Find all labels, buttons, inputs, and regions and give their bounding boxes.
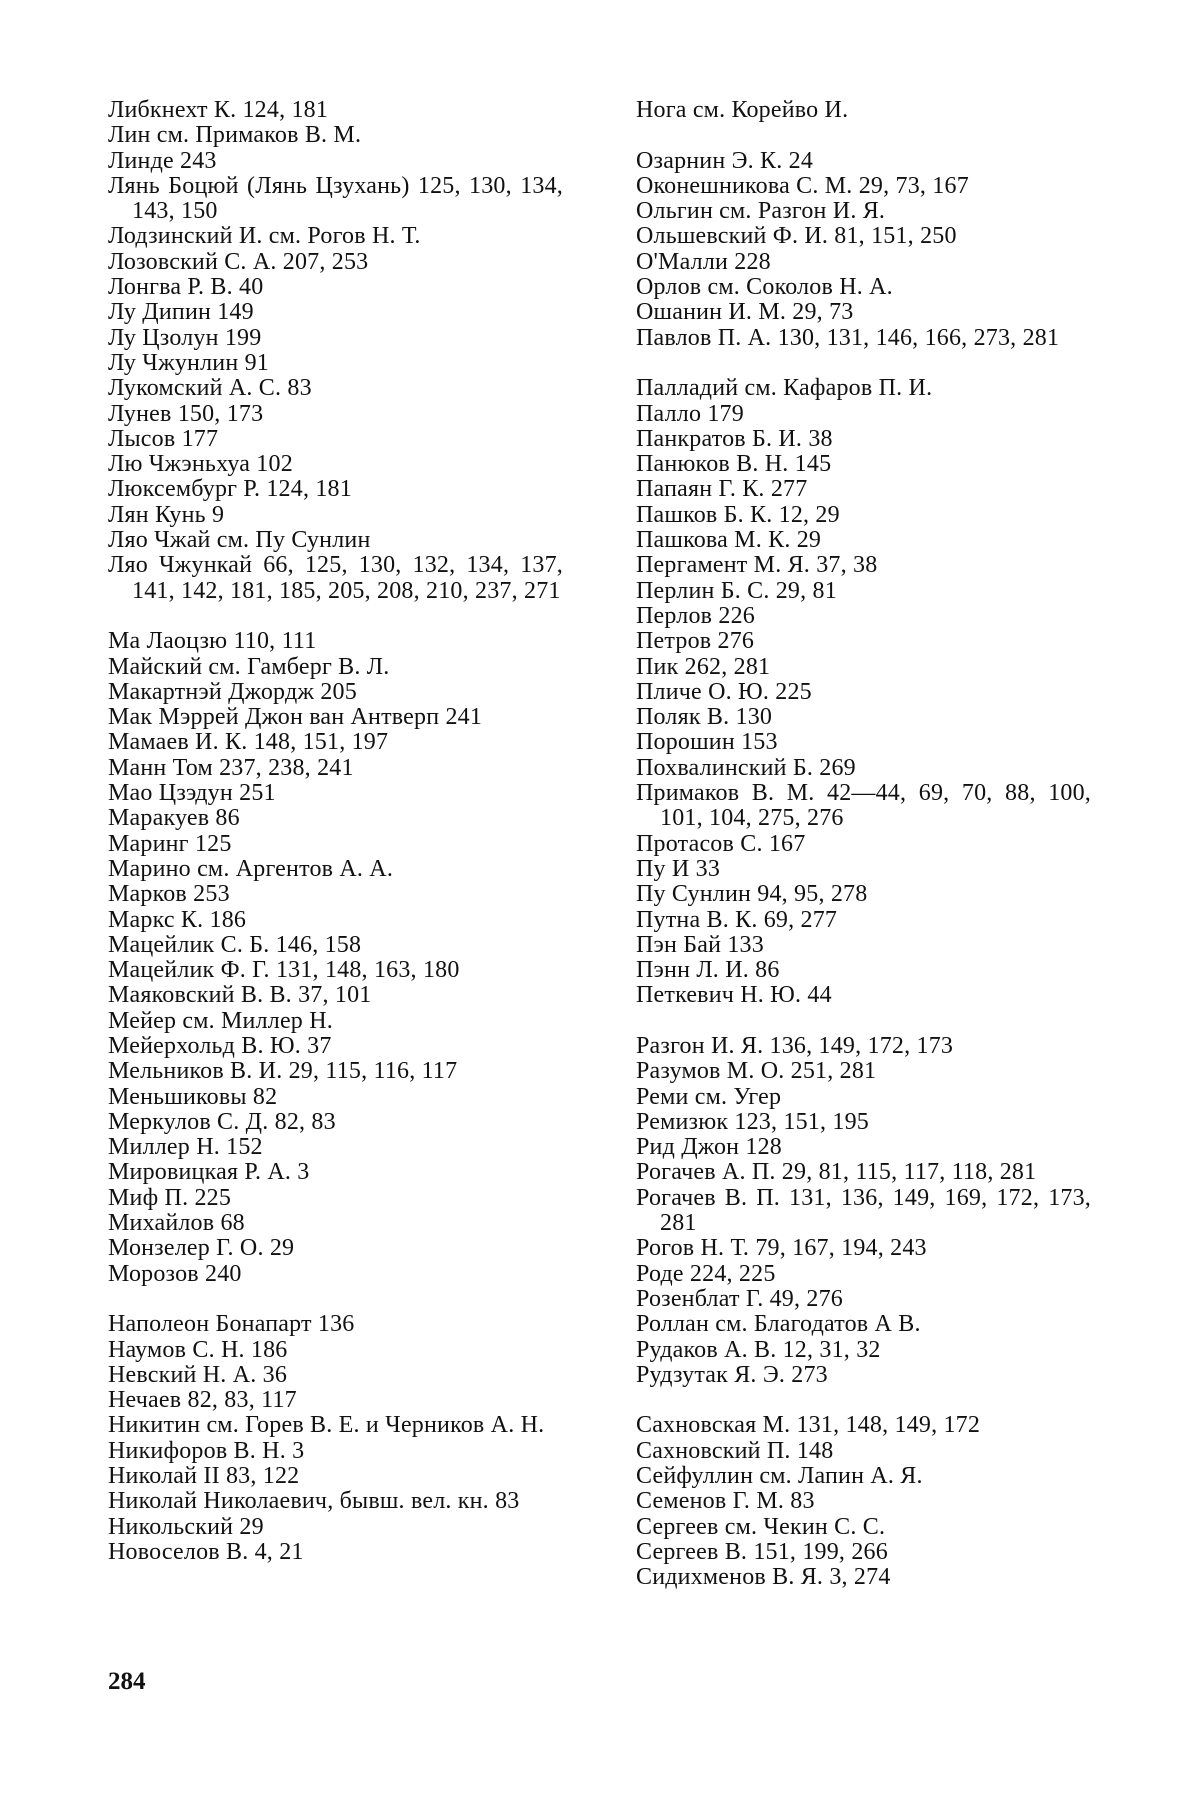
index-entry: Ольгин см. Разгон И. Я. (636, 198, 886, 225)
index-entry: Люксембург Р. 124, 181 (108, 476, 352, 503)
section-gap (108, 1287, 563, 1312)
index-entry: Линде 243 (108, 147, 217, 174)
index-entry: Похвалинский Б. 269 (636, 754, 856, 781)
index-entry: Петкевич Н. Ю. 44 (636, 982, 832, 1009)
index-entry: Пик 262, 281 (636, 653, 771, 680)
index-entry: Маракуев 86 (108, 805, 240, 832)
index-entry: Наполеон Бонапарт 136 (108, 1311, 355, 1338)
index-entry: Роде 224, 225 (636, 1260, 776, 1287)
index-entry: Лу Цзолун 199 (108, 324, 262, 351)
index-entry: Нога см. Корейво И. (636, 97, 849, 123)
index-entry: Мейерхольд В. Ю. 37 (108, 1032, 332, 1059)
index-entry: Мельников В. И. 29, 115, 116, 117 (108, 1058, 458, 1085)
index-entry: Рогачев В. П. 131, 136, 149, 169, 172, 173, 281 (636, 1184, 1091, 1237)
index-entry: Порошин 153 (636, 729, 778, 756)
index-entry: Роллан см. Благодатов А В. (636, 1311, 921, 1338)
index-entry: Лу Дипин 149 (108, 299, 254, 326)
index-entry: Розенблат Г. 49, 276 (636, 1285, 844, 1312)
section-gap (636, 351, 1091, 376)
index-entry: Папаян Г. К. 277 (636, 476, 808, 503)
index-entry: Ремизюк 123, 151, 195 (636, 1108, 869, 1135)
index-entry: Марков 253 (108, 881, 230, 908)
index-entry: Оконешникова С. М. 29, 73, 167 (636, 172, 969, 199)
index-entry: Сергеев В. 151, 199, 266 (636, 1538, 888, 1565)
index-entry: Манн Том 237, 238, 241 (108, 754, 354, 781)
index-entry: Ольшевский Ф. И. 81, 151, 250 (636, 223, 957, 250)
index-entry: Поляк В. 130 (636, 704, 773, 731)
index-entry: Перлов 226 (636, 602, 755, 629)
index-entry: Сергеев см. Чекин С. С. (636, 1513, 886, 1540)
index-entry: Новоселов В. 4, 21 (108, 1538, 304, 1565)
section-gap (108, 604, 563, 629)
index-entry: Рудаков А. В. 12, 31, 32 (636, 1336, 881, 1363)
index-entry: Разгон И. Я. 136, 149, 172, 173 (636, 1032, 954, 1059)
index-entry: Лонгва Р. В. 40 (108, 274, 264, 301)
index-entry: Панкратов Б. И. 38 (636, 425, 833, 452)
index-entry: Сахновская М. 131, 148, 149, 172 (636, 1412, 981, 1439)
index-entry: Озарнин Э. К. 24 (636, 147, 814, 174)
index-entry: Лин см. Примаков В. М. (108, 122, 362, 149)
index-entry: Маяковский В. В. 37, 101 (108, 982, 372, 1009)
index-entry: Мейер см. Миллер Н. (108, 1007, 333, 1034)
index-entry: Никольский 29 (108, 1513, 264, 1540)
index-entry: О'Малли 228 (636, 248, 771, 275)
index-entry: Лунев 150, 173 (108, 400, 264, 427)
index-entry: Ляо Чжункай 66, 125, 130, 132, 134, 137, 141, 142, 181, 185, 205, 208, 210, 237, 271 (108, 552, 563, 604)
index-entry: Мацейлик Ф. Г. 131, 148, 163, 180 (108, 957, 460, 984)
index-entry: Либкнехт К. 124, 181 (108, 97, 329, 123)
index-entry: Пэн Бай 133 (636, 931, 764, 958)
index-entry: Миф П. 225 (108, 1184, 232, 1211)
index-entry: Лю Чжэньхуа 102 (108, 451, 293, 478)
index-entry: Мировицкая Р. А. 3 (108, 1159, 310, 1186)
index-entry: Пашкова М. К. 29 (636, 527, 822, 554)
index-entry: Лян Кунь 9 (108, 501, 225, 528)
index-entry: Протасов С. 167 (636, 830, 806, 857)
index-entry: Макартнэй Джордж 205 (108, 678, 357, 705)
index-entry: Наумов С. Н. 186 (108, 1336, 288, 1363)
index-entry: Мак Мэррей Джон ван Антверп 241 (108, 704, 483, 731)
index-entry: Пашков Б. К. 12, 29 (636, 501, 840, 528)
section-gap (636, 1009, 1091, 1034)
index-entry: Ляо Чжай см. Пу Сунлин (108, 527, 371, 554)
index-entry: Перлин Б. С. 29, 81 (636, 577, 837, 604)
index-entry: Пэнн Л. И. 86 (636, 957, 780, 984)
index-entry: Никитин см. Горев В. Е. и Черников А. Н. (108, 1412, 545, 1439)
index-entry: Меркулов С. Д. 82, 83 (108, 1108, 336, 1135)
section-gap (636, 1388, 1091, 1413)
index-entry: Мао Цзэдун 251 (108, 780, 276, 807)
index-entry: Лысов 177 (108, 425, 219, 452)
index-entry: Лодзинский И. см. Рогов Н. Т. (108, 223, 421, 250)
index-entry: Сидихменов В. Я. 3, 274 (636, 1564, 891, 1591)
index-entry: Примаков В. М. 42—44, 69, 70, 88, 100, 101, 104, 275, 276 (636, 780, 1091, 832)
index-entry: Лукомский А. С. 83 (108, 375, 312, 402)
section-gap (636, 123, 1091, 148)
index-entry: Рогов Н. Т. 79, 167, 194, 243 (636, 1235, 927, 1262)
index-entry: Реми см. Угер (636, 1083, 782, 1110)
index-entry: Маркс К. 186 (108, 906, 247, 933)
index-entry: Сейфуллин см. Лапин А. Я. (636, 1463, 923, 1490)
index-entry: Мацейлик С. Б. 146, 158 (108, 931, 362, 958)
index-entry: Невский Н. А. 36 (108, 1361, 288, 1388)
index-entry: Панюков В. Н. 145 (636, 451, 832, 478)
index-entry: Пу Сунлин 94, 95, 278 (636, 881, 868, 908)
index-entry: Палло 179 (636, 400, 744, 427)
index-entry: Ма Лаоцзю 110, 111 (108, 628, 317, 655)
index-entry: Нечаев 82, 83, 117 (108, 1387, 297, 1414)
index-entry: Рид Джон 128 (636, 1134, 783, 1161)
index-entry: Орлов см. Соколов Н. А. (636, 274, 893, 301)
index-entry: Ошанин И. М. 29, 73 (636, 299, 854, 326)
index-entry: Меньшиковы 82 (108, 1083, 278, 1110)
index-entry: Пу И 33 (636, 855, 721, 882)
index-entry: Лу Чжунлин 91 (108, 349, 269, 376)
index-entry: Монзелер Г. О. 29 (108, 1235, 295, 1262)
index-entry: Николай II 83, 122 (108, 1463, 300, 1490)
index-entry: Павлов П. А. 130, 131, 146, 166, 273, 281 (636, 324, 1060, 351)
index-entry: Путна В. К. 69, 277 (636, 906, 838, 933)
index-entry: Маринг 125 (108, 830, 232, 857)
index-entry: Сахновский П. 148 (636, 1437, 834, 1464)
page-number: 284 (108, 1668, 146, 1695)
index-entry: Лянь Боцюй (Лянь Цзухань) 125, 130, 134, 143, 150 (108, 172, 563, 225)
index-entry: Семенов Г. М. 83 (636, 1488, 815, 1515)
index-column-left (108, 98, 563, 1565)
index-entry: Михайлов 68 (108, 1210, 245, 1237)
index-entry: Майский см. Гамберг В. Л. (108, 653, 390, 680)
index-entry: Пергамент М. Я. 37, 38 (636, 552, 878, 579)
index-entry: Разумов М. О. 251, 281 (636, 1058, 877, 1085)
index-column-right (636, 98, 1091, 1591)
index-entry: Морозов 240 (108, 1260, 242, 1287)
index-entry: Рудзутак Я. Э. 273 (636, 1361, 828, 1388)
index-entry: Миллер Н. 152 (108, 1134, 263, 1161)
index-entry: Лозовский С. А. 207, 253 (108, 248, 369, 275)
index-entry: Палладий см. Кафаров П. И. (636, 375, 933, 402)
index-entry: Николай Николаевич, бывш. вел. кн. 83 (108, 1488, 520, 1515)
index-entry: Пличе О. Ю. 225 (636, 678, 812, 705)
index-entry: Марино см. Аргентов А. А. (108, 855, 394, 882)
index-entry: Никифоров В. Н. 3 (108, 1437, 305, 1464)
index-entry: Рогачев А. П. 29, 81, 115, 117, 118, 281 (636, 1159, 1037, 1186)
index-entry: Мамаев И. К. 148, 151, 197 (108, 729, 389, 756)
index-entry: Петров 276 (636, 628, 755, 655)
